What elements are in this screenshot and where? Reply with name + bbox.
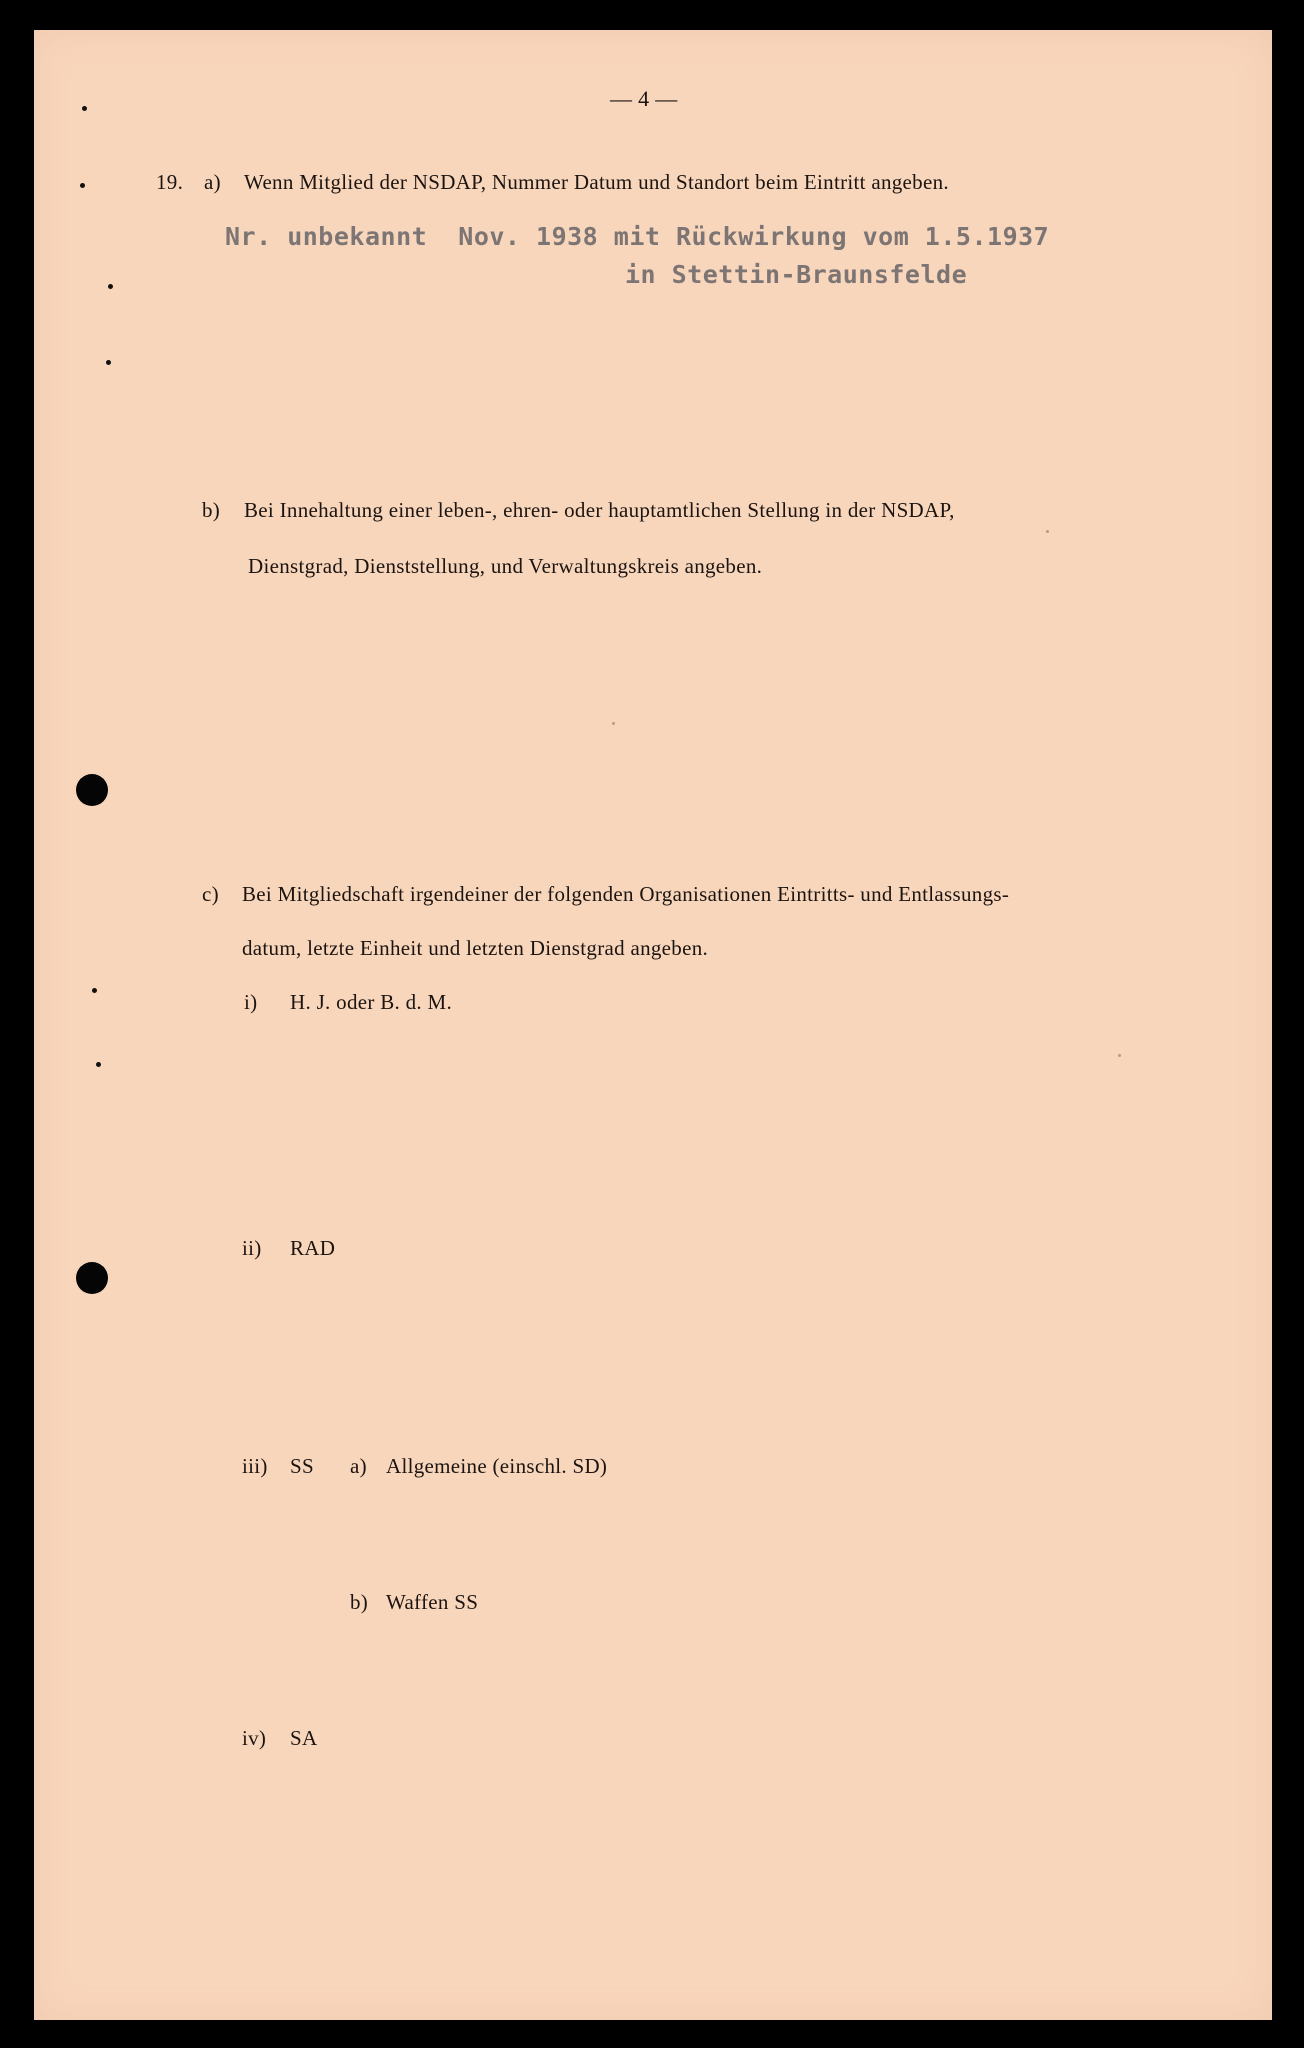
question-number: 19. <box>156 170 184 194</box>
q19b-text-line2: Dienstgrad, Dienststellung, und Verwaltungskreis angeben. <box>248 554 763 578</box>
org-item-ss: SS <box>290 1454 314 1478</box>
q19a-answer-line2: in Stettin-Braunsfelde <box>625 260 968 289</box>
q19c-label: c) <box>202 882 219 906</box>
ss-sub-label: a) <box>350 1454 367 1478</box>
ink-speck <box>96 1062 101 1067</box>
ink-speck <box>108 284 113 289</box>
ss-waffen: Waffen SS <box>386 1590 479 1614</box>
ink-speck <box>80 183 85 188</box>
q19b-text-line1: Bei Innehaltung einer leben-, ehren- oder hauptamtlichen Stellung in der NSDAP, <box>244 498 955 522</box>
page-number: — 4 — <box>610 86 678 111</box>
org-item-label: i) <box>244 990 258 1014</box>
q19a-text: Wenn Mitglied der NSDAP, Nummer Datum und Standort beim Eintritt angeben. <box>244 170 949 194</box>
q19b-label: b) <box>202 498 221 522</box>
punch-hole-top <box>76 774 108 806</box>
q19a-label: a) <box>204 170 221 194</box>
org-item-label: iii) <box>242 1454 268 1478</box>
paper-speck <box>1046 530 1049 533</box>
ink-speck <box>92 988 97 993</box>
q19a-answer-line1: Nr. unbekannt Nov. 1938 mit Rückwirkung vom 1.5.1937 <box>225 222 1050 251</box>
ss-allgemeine: Allgemeine (einschl. SD) <box>386 1454 608 1478</box>
q19c-text-line1: Bei Mitgliedschaft irgendeiner der folgenden Organisationen Eintritts- und Entlassungs- <box>242 882 1010 906</box>
ss-sub-label: b) <box>350 1590 369 1614</box>
q19c-text-line2: datum, letzte Einheit und letzten Dienstgrad angeben. <box>242 936 709 960</box>
paper-speck <box>612 722 615 725</box>
ink-speck <box>82 106 87 111</box>
paper-speck <box>1118 1054 1121 1057</box>
form-page <box>34 30 1272 2020</box>
org-item-hj-bdm: H. J. oder B. d. M. <box>290 990 453 1014</box>
punch-hole-bottom <box>76 1262 108 1294</box>
org-item-sa: SA <box>290 1726 318 1750</box>
org-item-rad: RAD <box>290 1236 336 1260</box>
ink-speck <box>106 360 111 365</box>
org-item-label: ii) <box>242 1236 262 1260</box>
org-item-label: iv) <box>242 1726 267 1750</box>
